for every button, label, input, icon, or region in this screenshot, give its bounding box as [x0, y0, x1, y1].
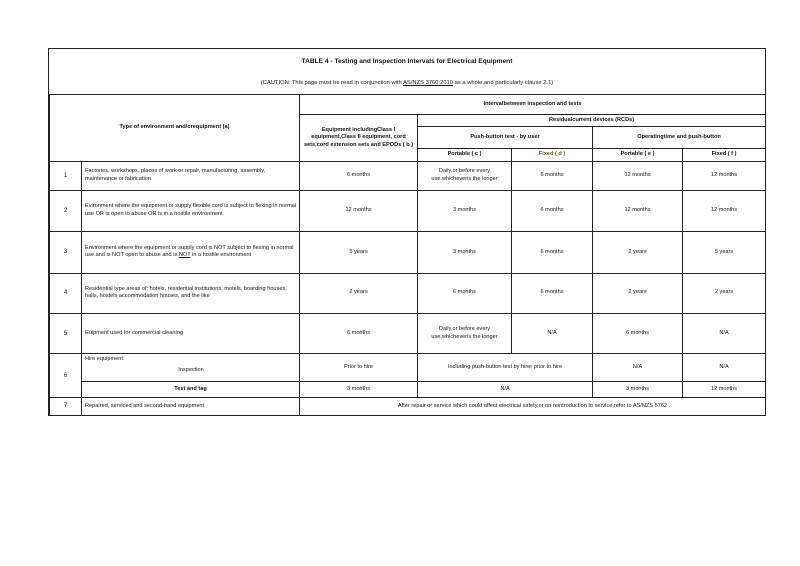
header-equipment: Equipment includingClass I equipment,Class II equipment, cord sets,cord extension sets and EPODs ( b )	[300, 115, 418, 162]
operating-time-portable: 2 years	[593, 273, 683, 313]
emphasis-not: NOT	[178, 252, 191, 259]
operating-time-portable: 6 months	[593, 313, 683, 353]
equipment-interval: 5 years	[300, 232, 418, 273]
operating-time-fixed: 12 months	[683, 190, 766, 231]
table-row	[50, 397, 766, 415]
table-row	[50, 273, 766, 313]
push-button-combined: N/A	[418, 381, 593, 397]
row-description: Repaired, serviced and second-hand equipment	[82, 397, 300, 415]
test-and-tag-label: Test and tag	[82, 381, 300, 397]
caution-note	[49, 80, 765, 86]
push-button-combined: Including push-button test by hirer prior to hire	[418, 354, 593, 382]
operating-time-portable: N/A	[593, 354, 683, 382]
table-row	[50, 161, 766, 190]
operating-time-fixed: N/A	[683, 354, 766, 382]
push-button-fixed: 6 months	[512, 232, 593, 273]
equipment-interval: 12 months	[300, 190, 418, 231]
operating-time-portable: 2 years	[593, 232, 683, 273]
push-button-portable: 6 months	[418, 273, 512, 313]
document-frame	[48, 48, 766, 416]
caution-prefix: (CAUTION: This page must be read in conjunction with	[260, 80, 404, 86]
table-row	[50, 313, 766, 353]
operating-time-fixed: 5 years	[683, 232, 766, 273]
equipment-interval: 3 months	[300, 381, 418, 397]
row-number: 6	[50, 354, 82, 398]
row-number: 4	[50, 273, 82, 313]
row-number: 5	[50, 313, 82, 353]
header-push-button: Push-button test - by user	[418, 126, 593, 148]
row-number: 3	[50, 232, 82, 273]
hire-inspection-cell	[82, 354, 300, 382]
table-row	[50, 381, 766, 397]
push-button-fixed: 6 months	[512, 273, 593, 313]
operating-time-portable: 12 months	[593, 161, 683, 190]
row-description: Factories, workshops, places of work or repair, manufacturing, assembly, maintenance or fabrication	[82, 161, 300, 190]
table-row	[50, 190, 766, 231]
hire-label: Hire equipment:	[85, 356, 125, 363]
row-description: Residential type areas of: hotels, residential institutions, motels, boarding houses, halls, hostels accommodation houses, and the like	[82, 273, 300, 313]
equipment-interval: 6 months	[300, 313, 418, 353]
row-description-part: Environment where the equipment or supply cord is NOT subject to flexing in normal use and is NOT open to abuse and is	[85, 244, 294, 259]
table-title: TABLE 4 - Testing and Inspection Intervals for Electrical Equipment	[301, 58, 513, 65]
row-number: 1	[50, 161, 82, 190]
equipment-interval: 6 months	[300, 161, 418, 190]
operating-time-portable: 12 months	[593, 190, 683, 231]
caution-suffix: as a whole,and particularly clause 2.1)	[453, 80, 554, 86]
inspection-label: Inspection	[178, 366, 204, 373]
push-button-portable: 3 months	[418, 232, 512, 273]
row-number: 7	[50, 397, 82, 415]
equipment-interval: 2 years	[300, 273, 418, 313]
standard-link[interactable]: AS/NZS 3760:2010	[403, 80, 454, 86]
row-description: Evironment where the equipment or supply flexible cord is subject to flexing in normal use OR is open to abuse OR is in a hostile environment	[82, 190, 300, 231]
header-rcd: Residualcurrent devices (RCDs)	[418, 115, 766, 127]
push-button-fixed: 6 months	[512, 161, 593, 190]
header-operating-time: Operatingtime and push-button	[593, 126, 766, 148]
row-description-part: in a hostile environment	[190, 252, 252, 259]
push-button-portable: Daily,or before every use,whicheveris the longer	[418, 161, 512, 190]
operating-time-portable: 3 months	[593, 381, 683, 397]
table-row	[50, 232, 766, 273]
table-row	[50, 354, 766, 382]
operating-time-fixed: 12 months	[683, 381, 766, 397]
header-fixed-d: Fixed ( d )	[512, 149, 593, 162]
push-button-portable: Daily,or before every use,whicheveris the longer	[418, 313, 512, 353]
row7-note: After repair or service which could affect electrical safety,or on reintroduction to service,refer to AS/NZS 5762	[300, 397, 766, 415]
row-number: 2	[50, 190, 82, 231]
intervals-table	[49, 94, 766, 416]
operating-time-fixed: N/A	[683, 313, 766, 353]
row-description: Euipment used for commercial cleaning	[82, 313, 300, 353]
operating-time-fixed: 2 years	[683, 273, 766, 313]
header-portable-c: Portable ( c )	[418, 149, 512, 162]
operating-time-fixed: 12 months	[683, 161, 766, 190]
header-intervals: Intervalbetween inspection and tests	[300, 95, 766, 115]
push-button-fixed: N/A	[512, 313, 593, 353]
header-fixed-f: Fixed ( f )	[683, 149, 766, 162]
row-description	[82, 232, 300, 273]
header-portable-e: Portable ( e )	[593, 149, 683, 162]
push-button-portable: 3 months	[418, 190, 512, 231]
push-button-fixed: 6 months	[512, 190, 593, 231]
header-type-environment: Type of environment and/orequipment (a)	[50, 95, 300, 162]
equipment-interval: Prior to hire	[300, 354, 418, 382]
